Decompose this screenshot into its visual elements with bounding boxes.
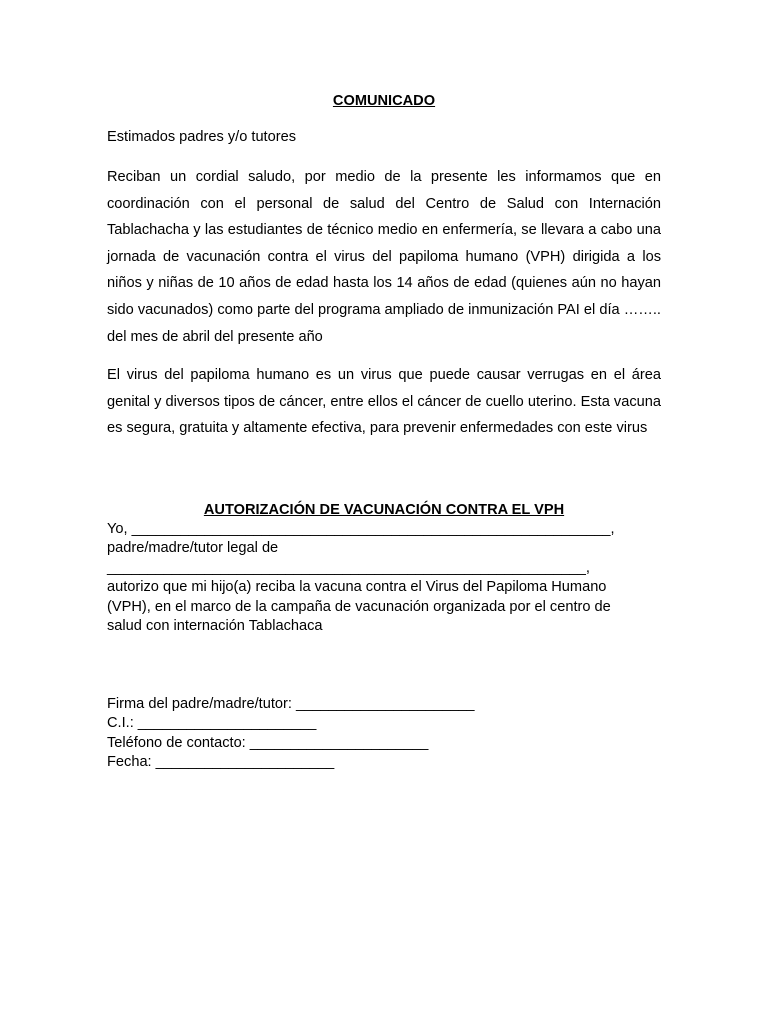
signature-line-ci: C.I.: ______________________: [107, 715, 317, 732]
authorization-line-consent-2: (VPH), en el marco de la campaña de vacunación organizada por el centro de: [107, 598, 611, 615]
authorization-line-role: padre/madre/tutor legal de: [107, 540, 279, 557]
authorization-line-consent-1: autorizo que mi hijo(a) reciba la vacuna contra el Virus del Papiloma Humano: [107, 579, 607, 596]
signature-line-fecha: Fecha: ______________________: [107, 754, 335, 771]
authorization-block: [107, 520, 661, 636]
authorization-line-consent-3: salud con internación Tablachaca: [107, 618, 323, 635]
authorization-title: AUTORIZACIÓN DE VACUNACIÓN CONTRA EL VPH: [203, 502, 565, 518]
intro-paragraph: Reciban un cordial saludo, por medio de la presente les informamos que en coordinación con el personal de salud del Centro de Salud con Internación Tablachacha y las estudiantes de técnico medio en enfermería, se llevara a cabo una jornada de vacunación contra el virus del papiloma humano (VPH) dirigida a los niños y niñas de 10 años de edad hasta los 14 años de edad (quienes aún no hayan sido vacunados) como parte del programa ampliado de inmunización PAI el día …….. del mes de abril del presente año: [107, 169, 661, 345]
authorization-line-child: ___________________________________________________________,: [107, 559, 590, 576]
document-title: COMUNICADO: [332, 93, 436, 109]
greeting-text: Estimados padres y/o tutores: [107, 129, 296, 145]
signature-line-telefono: Teléfono de contacto: ______________________: [107, 734, 429, 751]
authorization-line-name: Yo, ___________________________________________________________,: [107, 521, 615, 537]
signature-line-firma: Firma del padre/madre/tutor: ______________________: [107, 696, 475, 712]
signature-block: [107, 695, 661, 773]
virus-info-paragraph: El virus del papiloma humano es un virus que puede causar verrugas en el área genital y diversos tipos de cáncer, entre ellos el cáncer de cuello uterino. Esta vacuna es segura, gratuita y altamente efectiva, para prevenir enfermedades con este virus: [107, 367, 661, 437]
